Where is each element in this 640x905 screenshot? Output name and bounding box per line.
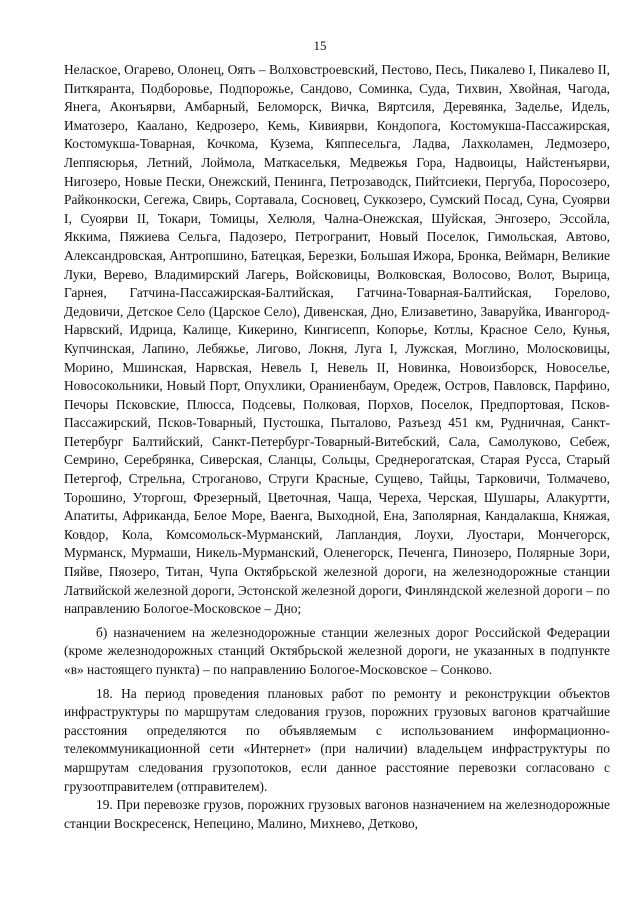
paragraph-subitem-b: б) назначением на железнодорожные станции железных дорог Российской Федерации (кроме железнодорожных станций Октябрьской железной дороги, не указанных в подпункте «в» настоящего пункта) – по направлению Бологое-Московское – Сонково. <box>64 624 610 677</box>
page-number: 15 <box>313 38 327 53</box>
paragraph-station-list-continuation: Неласкoе, Огарево, Олонец, Оять – Волховстроевский, Пестово, Песь, Пикалево I, Пикалево II, Питкяранта, Подборовье, Подпорожье, Сандово, Соминка, Суда, Тихвин, Хвойная, Чагода, Янега, Аконъярви, Амбарный, Беломорск, Вичка, Вяртсиля, Деревянка, Заделье, Идель, Иматозеро, Каалано, Кедрозеро, Кемь, Кивиярви, Кондопога, Костомукша-Пассажирская, Костомукша-Товарная, Кочкома, Кузема, Кяппесельга, Ладва, Лахколамен, Ледмозеро, Леппясюрья, Летний, Лоймола, Маткаселькя, Медвежья Гора, Надвоицы, Найстенъярви, Нигозеро, Новые Пески, Онежский, Пенинга, Петрозаводск, Пийтсиеки, Пергуба, Поросозеро, Райконкоски, Сегежа, Свирь, Сортавала, Сосновец, Суккозеро, Сумский Посад, Суна, Суоярви I, Суоярви II, Токари, Томицы, Хелюля, Чална-Онежская, Шуйская, Энгозеро, Эссойла, Яккима, Пяжиева Сельга, Падозеро, Петрогранит, Новый Поселок, Гимольская, Автово, Александровская, Антропшино, Батецкая, Березки, Большая Ижора, Бронка, Веймарн, Великие Луки, Верево, Владимирский Лагерь, Войсковицы, Волковская, Волосово, Волот, Вырица, Гарнея, Гатчина-Пассажирская-Балтийская, Гатчина-Товарная-Балтийская, Горелово, Дедовичи, Детское Село (Царское Село), Дивенская, Дно, Елизаветино, Заваруйка, Ивангород-Нарвский, Идрица, Калище, Кикерино, Кингисепп, Копорье, Котлы, Красное Село, Кунья, Купчинская, Лапино, Лебяжье, Лигово, Локня, Луга I, Лужская, Моглино, Молосковицы, Морино, Мшинская, Нарвская, Невель I, Невель II, Новинка, Новоизборск, Новоселье, Новосокольники, Новый Порт, Опухлики, Ораниенбаум, Оредеж, Остров, Павловск, Парфино, Печоры Псковские, Плюсса, Подсевы, Полковая, Порхов, Поселок, Предпортовая, Псков-Пассажирский, Псков-Товарный, Пустошка, Пыталово, Разъезд 451 км, Рудничная, Санкт-Петербург Балтийский, Санкт-Петербург-Товарный-Витебский, Сала, Самолуково, Себеж, Семрино, Серебрянка, Сиверская, Сланцы, Сольцы, Среднерогатская, Старая Русса, Старый Петергоф, Стрельна, Строганово, Струги Красные, Сущево, Тайцы, Тарковичи, Толмачево, Торошино, Уторгош, Фрезерный, Цветочная, Чаща, Череха, Черская, Шушары, Алакуртти, Апатиты, Африканда, Белое Море, Ваенга, Выходной, Ена, Заполярная, Кандалакша, Княжая, Ковдор, Кола, Комсомольск-Мурманский, Лапландия, Лоухи, Луостари, Мончегорск, Мурманск, Мурмаши, Никель-Мурманский, Оленегорск, Печенга, Пинозеро, Полярные Зори, Пяйве, Пяозеро, Титан, Чупа Октябрьской железной дороги, на железнодорожные станции Латвийской железной дороги, Эстонской железной дороги, Финляндской железной дороги – по направлению Бологое-Московское – Дно; <box>64 62 610 617</box>
document-body <box>64 61 610 833</box>
paragraph-19: 19. При перевозке грузов, порожних грузовых вагонов назначением на железнодорожные станции Воскресенск, Непецино, Малино, Михнево, Детково, <box>64 797 610 831</box>
paragraph-18: 18. На период проведения плановых работ по ремонту и реконструкции объектов инфраструктуры по маршрутам следования грузов, порожних грузовых вагонов кратчайшие расстояния определяются по объявляемым с использованием информационно-телекоммуникационной сети «Интернет» (при наличии) владельцем инфраструктуры по маршрутам следования грузопотоков, если данное расстояние перевозки согласовано с грузоотправителем (отправителем). <box>64 685 610 794</box>
